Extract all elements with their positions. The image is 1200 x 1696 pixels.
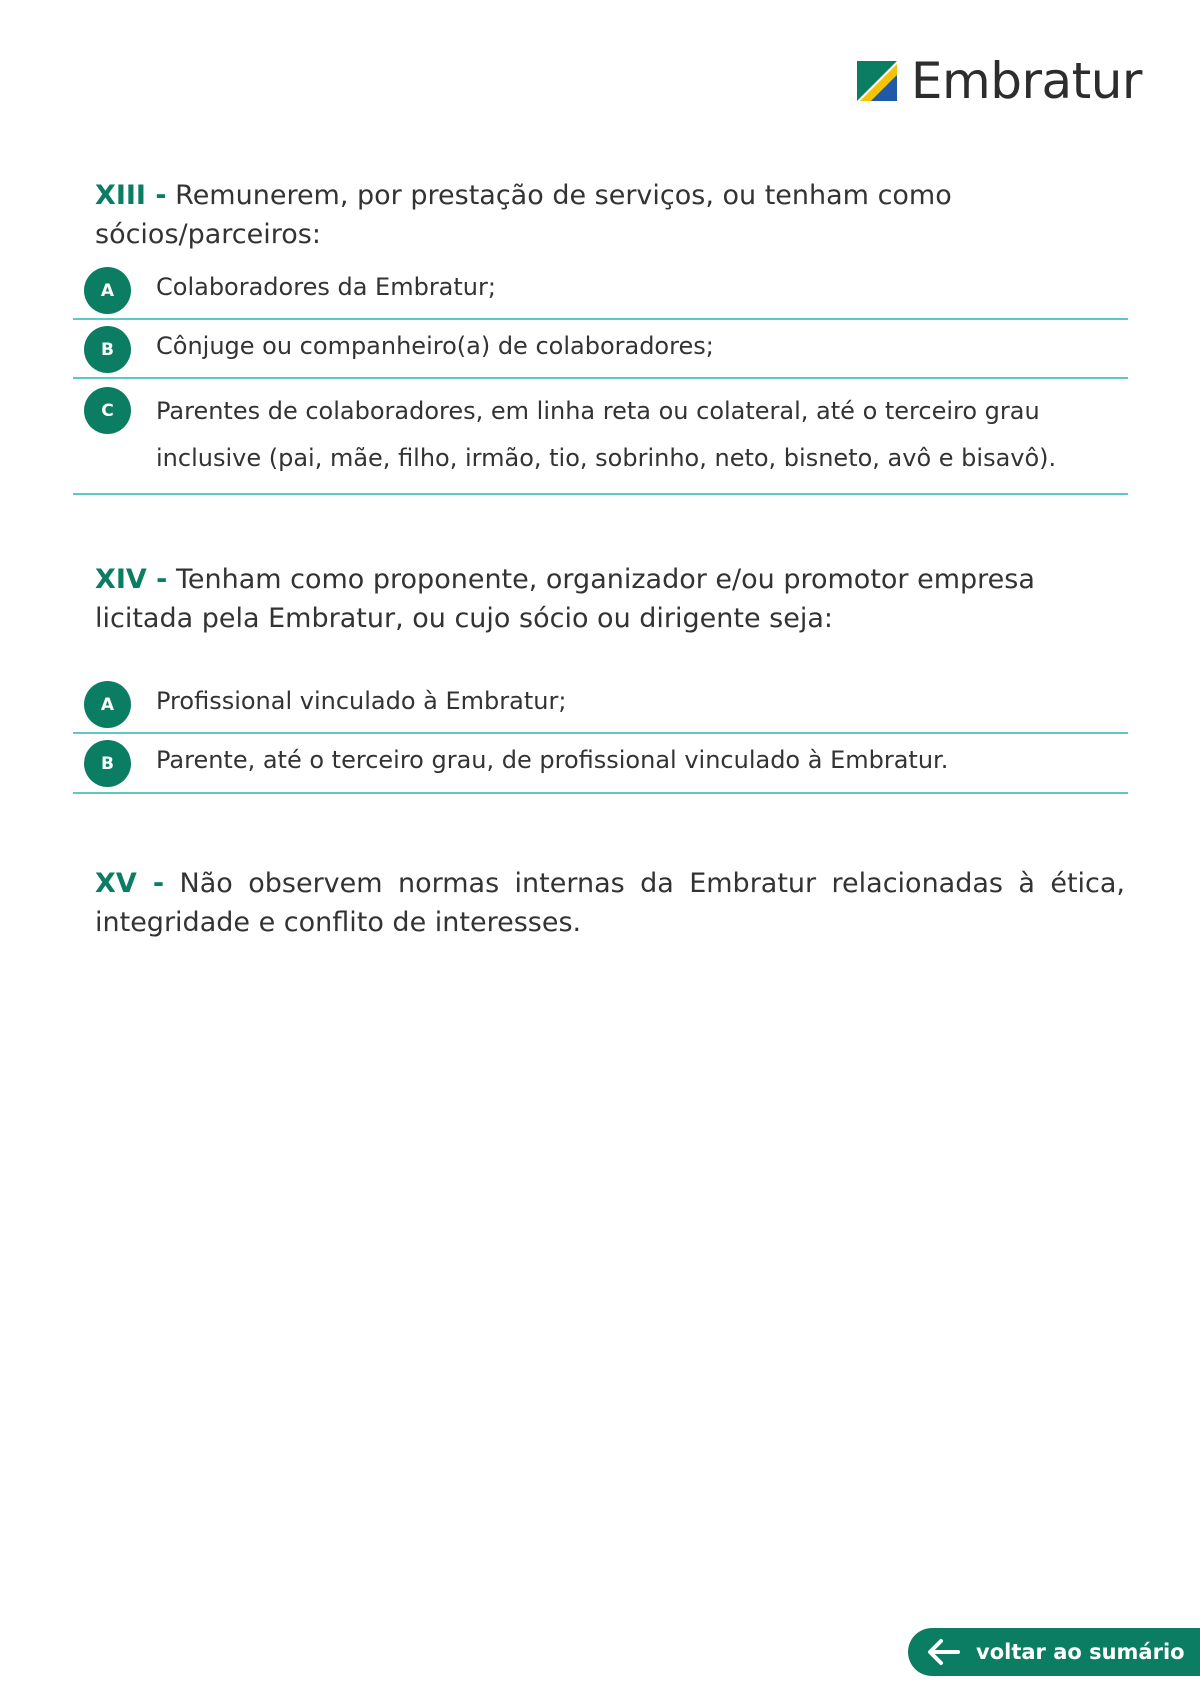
section-xiii (95, 176, 1125, 254)
section-xiii-list (73, 262, 1128, 495)
back-to-summary-button[interactable] (908, 1628, 1200, 1676)
list-item (73, 676, 1128, 734)
embratur-flag-logo-icon (857, 61, 897, 101)
section-heading (95, 176, 1125, 254)
section-text: Tenham como proponente, organizador e/ou promotor empresa licitada pela Embratur, ou cujo sócio ou dirigente seja: (95, 564, 1035, 634)
section-heading (95, 560, 1125, 638)
letter-badge: B (84, 740, 131, 787)
list-item (73, 379, 1128, 495)
list-item-text: Parentes de colaboradores, em linha reta ou colateral, até o terceiro grau inclusive (pai, mãe, filho, irmão, tio, sobrinho, neto, bisneto, avô e bisavô). (156, 397, 1057, 472)
back-to-summary-label: voltar ao sumário (976, 1640, 1185, 1664)
section-number: XIII - (95, 180, 167, 211)
letter-badge: A (84, 267, 131, 314)
section-text: Não observem normas internas da Embratur relacionadas à ética, integridade e conflito de interesses. (95, 868, 1126, 938)
list-item-text: Parente, até o terceiro grau, de profissional vinculado à Embratur. (156, 746, 949, 774)
list-item-text: Cônjuge ou companheiro(a) de colaboradores; (156, 332, 714, 360)
list-item (73, 734, 1128, 794)
section-text: Remunerem, por prestação de serviços, ou tenham como sócios/parceiros: (95, 180, 952, 250)
letter-badge: C (84, 387, 131, 434)
embratur-logo (857, 52, 1142, 110)
list-item-text: Profissional vinculado à Embratur; (156, 687, 567, 715)
section-heading (95, 864, 1125, 942)
list-item (73, 262, 1128, 320)
letter-badge: A (84, 681, 131, 728)
section-xv (95, 864, 1125, 942)
section-number: XV - (95, 868, 165, 899)
section-xiv (95, 560, 1125, 638)
letter-badge: B (84, 326, 131, 373)
brand-name: Embratur (910, 52, 1142, 110)
section-xiv-list (73, 676, 1128, 794)
list-item (73, 320, 1128, 379)
arrow-left-icon (926, 1637, 960, 1667)
list-item-text: Colaboradores da Embratur; (156, 273, 496, 301)
section-number: XIV - (95, 564, 168, 595)
